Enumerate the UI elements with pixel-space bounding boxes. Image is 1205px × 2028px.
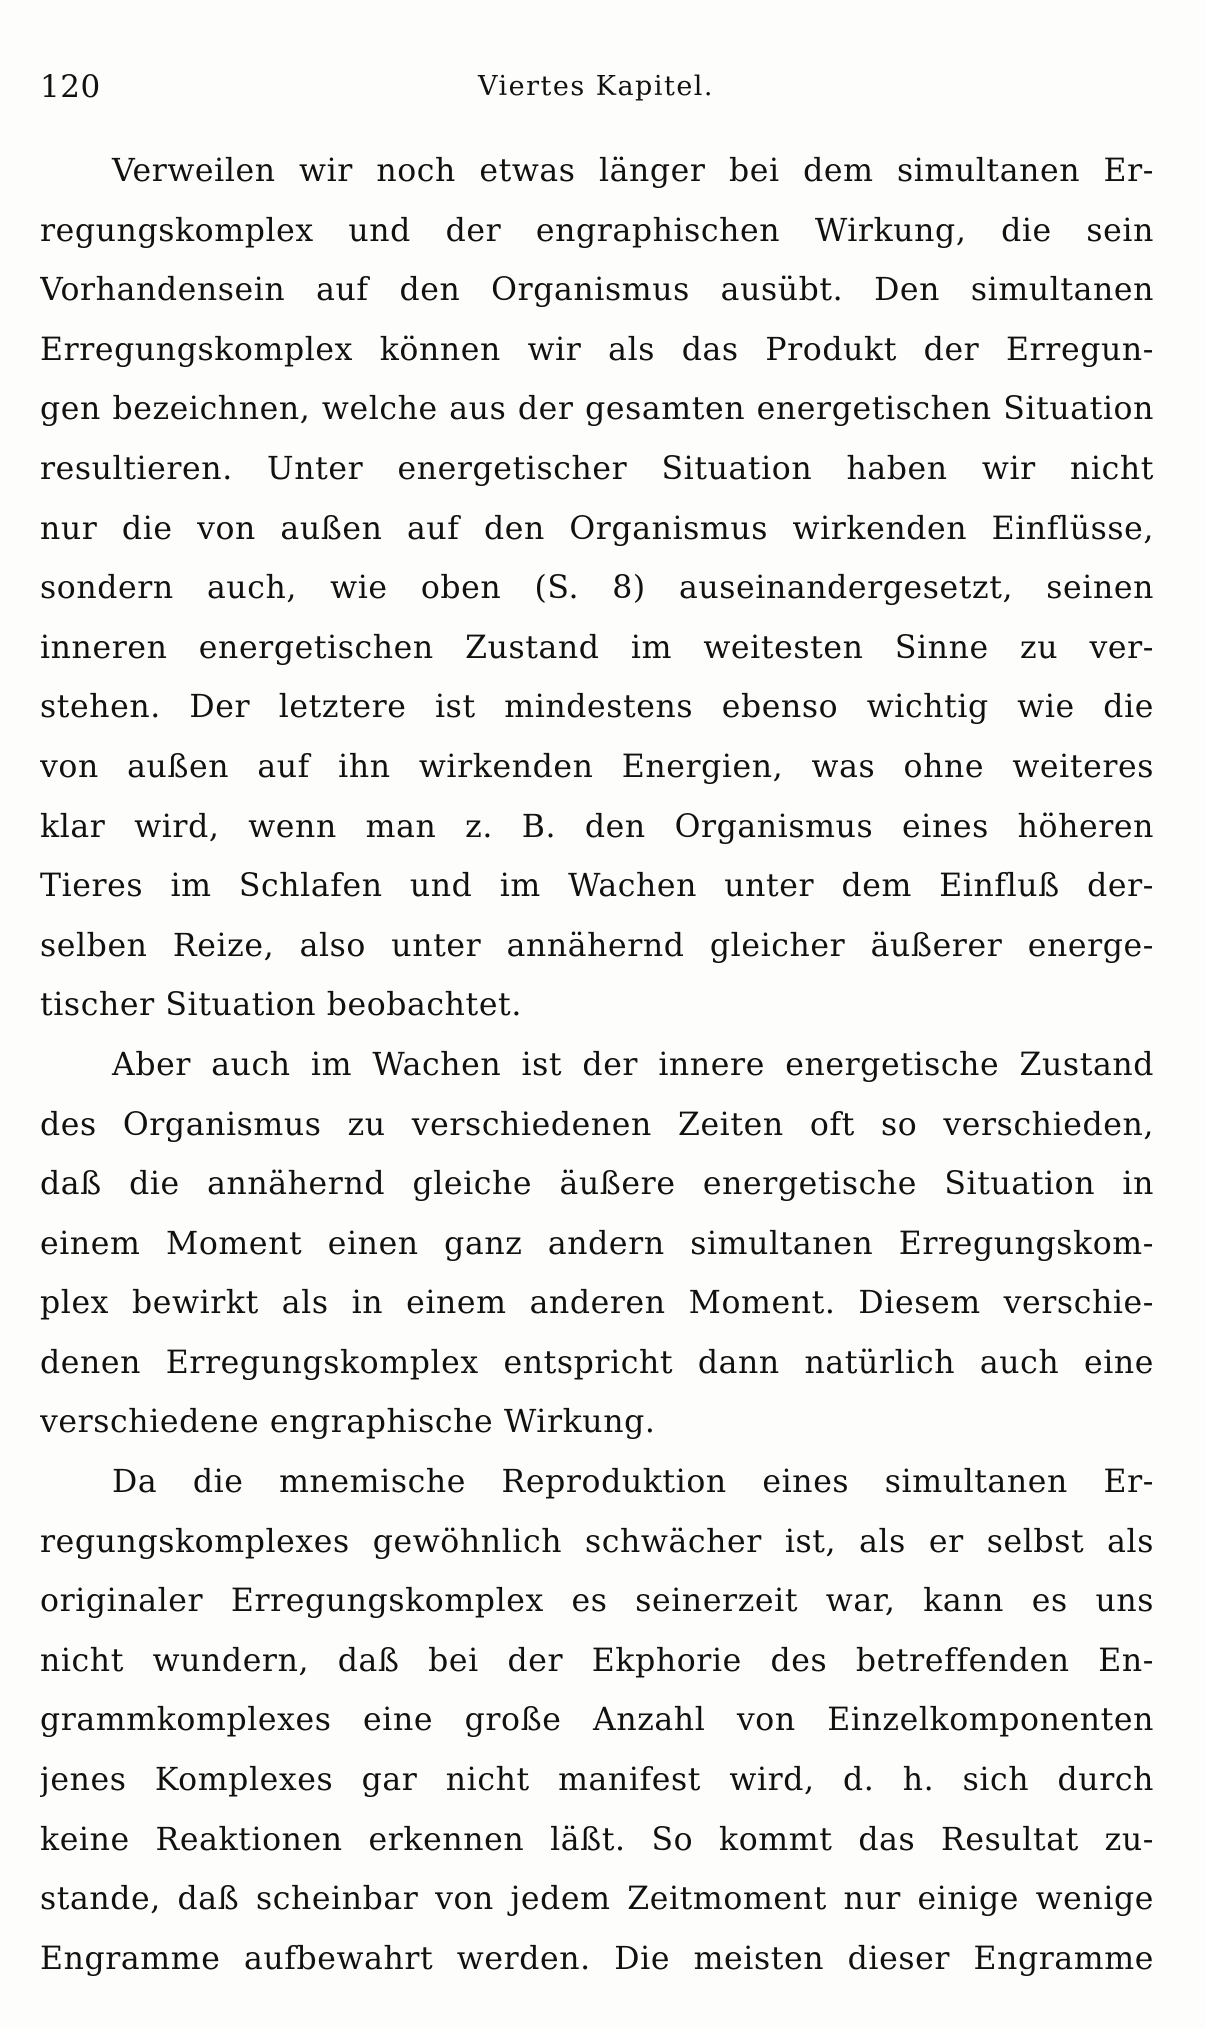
text-line: originaler Erregungskomplex es seinerzeit war, kann es uns — [40, 1583, 1154, 1620]
text-line: einem Moment einen ganz andern simultanen Erregungskom- — [40, 1225, 1154, 1262]
text-line: Tieres im Schlafen und im Wachen unter dem Einfluß der- — [40, 868, 1154, 905]
paragraph-2 — [40, 1036, 1154, 1453]
text-line: denen Erregungskomplex entspricht dann natürlich auch eine — [40, 1344, 1154, 1381]
text-line: des Organismus zu verschiedenen Zeiten oft so verschieden, — [40, 1106, 1154, 1143]
page-number: 120 — [40, 69, 101, 105]
paragraph-1 — [40, 142, 1154, 1036]
text-line: daß die annähernd gleiche äußere energetische Situation in — [40, 1166, 1154, 1203]
text-line: Da die mnemische Reproduktion eines simultanen Er- — [112, 1464, 1154, 1501]
text-line: sondern auch, wie oben (S. 8) auseinandergesetzt, seinen — [40, 570, 1154, 607]
text-line: klar wird, wenn man z. B. den Organismus eines höheren — [40, 808, 1154, 845]
text-line: Vorhandensein auf den Organismus ausübt. Den simultanen — [40, 272, 1154, 309]
text-line: plex bewirkt als in einem anderen Moment. Diesem verschie- — [40, 1285, 1154, 1322]
text-line: selben Reize, also unter annähernd gleicher äußerer energe- — [40, 927, 1154, 964]
text-line: resultieren. Unter energetischer Situation haben wir nicht — [40, 450, 1154, 487]
text-line: regungskomplexes gewöhnlich schwächer ist, als er selbst als — [40, 1523, 1154, 1560]
text-line: tischer Situation beobachtet. — [40, 987, 522, 1024]
text-line: regungskomplex und der engraphischen Wirkung, die sein — [40, 212, 1154, 249]
text-line: gen bezeichnen, welche aus der gesamten energetischen Situation — [40, 391, 1154, 428]
page-header — [40, 62, 1152, 112]
text-line: von außen auf ihn wirkenden Energien, was ohne weiteres — [40, 748, 1154, 785]
text-line: nicht wundern, daß bei der Ekphorie des betreffenden En- — [40, 1642, 1154, 1679]
text-line: keine Reaktionen erkennen läßt. So kommt das Resultat zu- — [40, 1821, 1154, 1858]
text-line: Aber auch im Wachen ist der innere energetische Zustand — [112, 1046, 1154, 1083]
text-line: jenes Komplexes gar nicht manifest wird, d. h. sich durch — [40, 1762, 1154, 1799]
text-line: inneren energetischen Zustand im weitesten Sinne zu ver- — [40, 629, 1154, 666]
running-head: Viertes Kapitel. — [477, 71, 715, 102]
text-line: stehen. Der letztere ist mindestens ebenso wichtig wie die — [40, 689, 1154, 726]
text-line: Verweilen wir noch etwas länger bei dem simultanen Er- — [112, 153, 1154, 189]
body-text — [40, 142, 1154, 1989]
text-line: grammkomplexes eine große Anzahl von Einzelkomponenten — [40, 1702, 1154, 1739]
text-line: Erregungskomplex können wir als das Produkt der Erregun- — [40, 331, 1154, 368]
paragraph-3 — [40, 1453, 1154, 1989]
text-line: verschiedene engraphische Wirkung. — [40, 1404, 656, 1441]
text-line: nur die von außen auf den Organismus wirkenden Einflüsse, — [40, 510, 1154, 547]
text-line: Engramme aufbewahrt werden. Die meisten dieser Engramme — [40, 1940, 1154, 1977]
text-line: stande, daß scheinbar von jedem Zeitmoment nur einige wenige — [40, 1881, 1154, 1918]
